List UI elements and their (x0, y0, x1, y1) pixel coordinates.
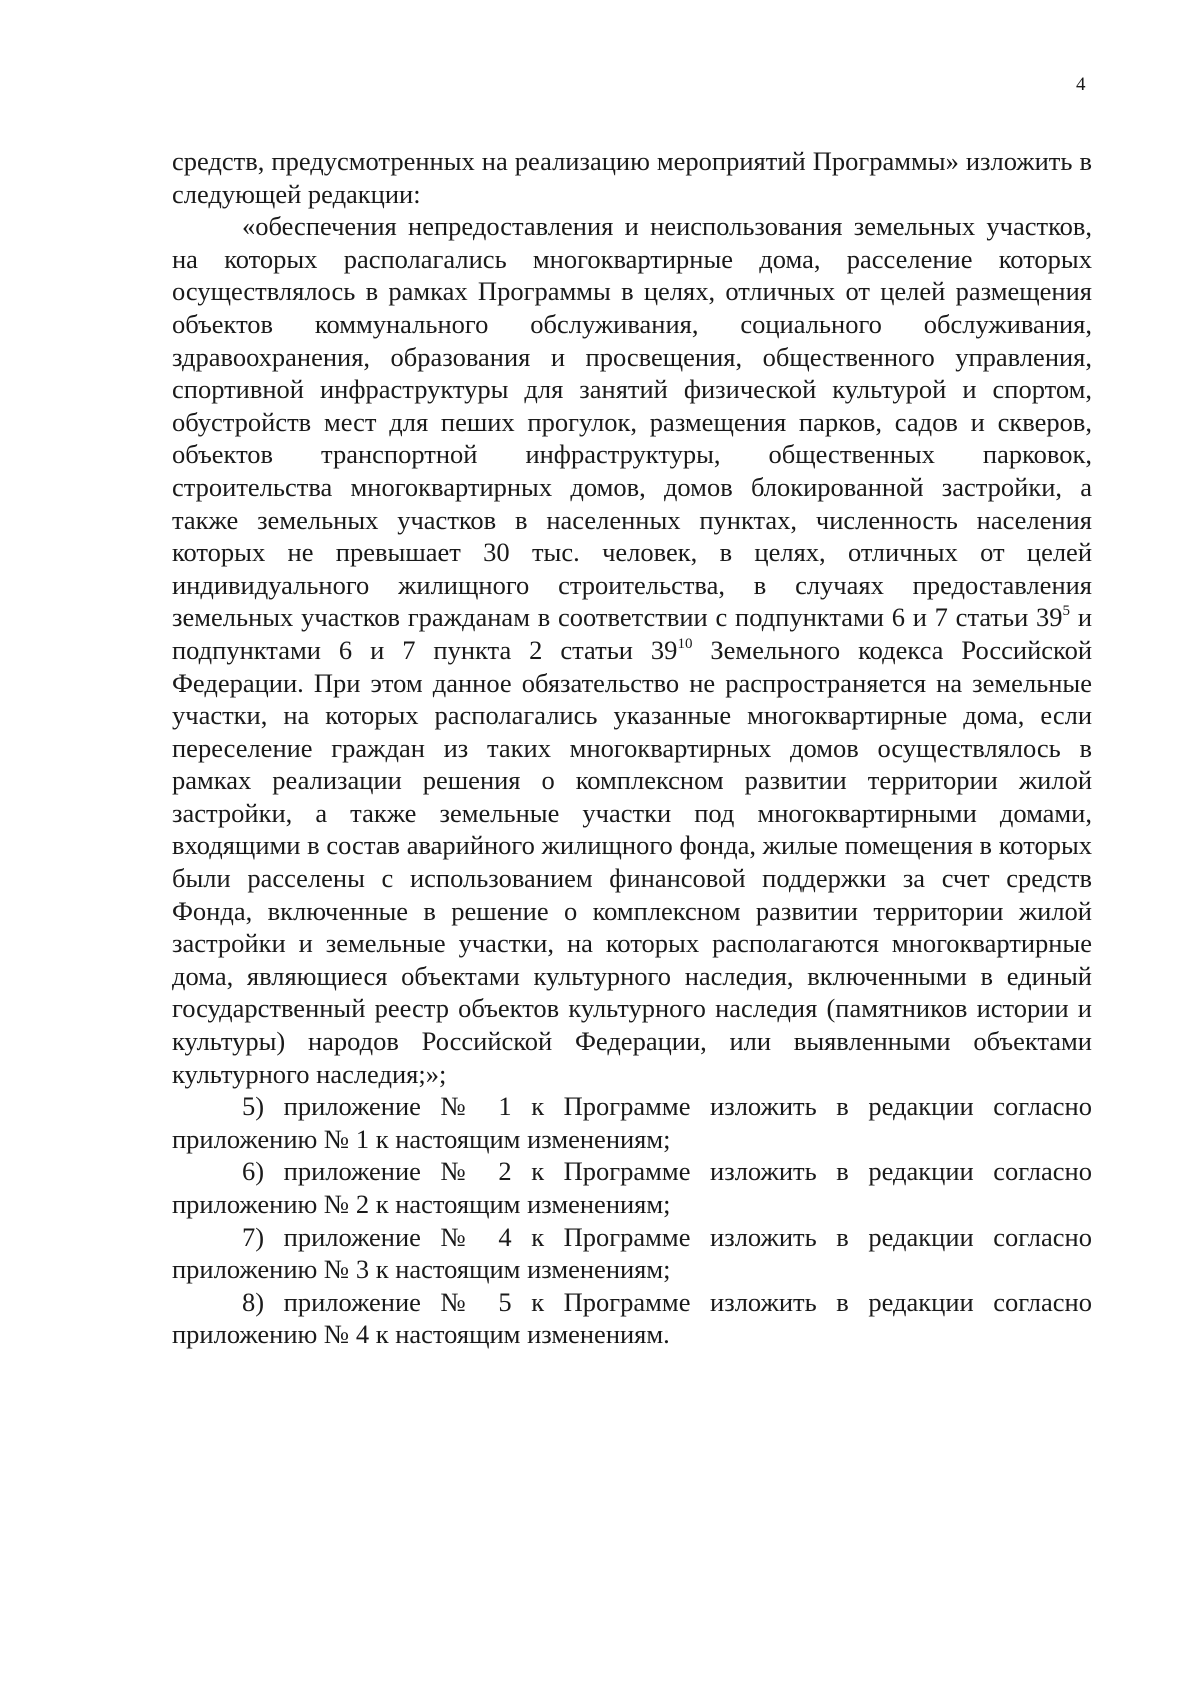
list-item-6: 6) приложение № 2 к Программе изложить в редакции согласно приложению № 2 к настоящим изменениям; (172, 1156, 1092, 1219)
paragraph-text-part: Земельного кодекса Российской Федерации. При этом данное обязательство не распространяется на земельные участки, на которых располагались указанные многоквартирные дома, если переселение граждан из таких многоквартирных домов осуществлялось в рамках реализации решения о комплексном развитии территории жилой застройки, а также земельные участки под многоквартирными домами, входящими в состав аварийного жилищного фонда, жилые помещения в которых были расселены с использованием финансовой поддержки за счет средств Фонда, включенные в решение о комплексном развитии территории жилой застройки и земельные участки, на которых располагаются многоквартирные дома, являющиеся объектами культурного наследия, включенными в единый государственный реестр объектов культурного наследия (памятников истории и культуры) народов Российской Федерации, или выявленными объектами культурного наследия;»; (172, 634, 1092, 1089)
paragraph-continuation: средств, предусмотренных на реализацию мероприятий Программы» изложить в следующей редакции: (172, 146, 1092, 209)
list-item-7: 7) приложение № 4 к Программе изложить в редакции согласно приложению № 3 к настоящим изменениям; (172, 1221, 1092, 1285)
document-body (172, 145, 1092, 1351)
superscript-article-index: 5 (1062, 603, 1071, 620)
superscript-article-index: 10 (677, 635, 693, 652)
paragraph-quoted-amendment (172, 210, 1092, 1090)
paragraph-text-part: «обеспечения непредоставления и неиспользования земельных участков, на которых располагались многоквартирные дома, расселение которых осуществлялось в рамках Программы в целях, отличных от целей размещения объектов коммунального обслуживания, социального обслуживания, здравоохранения, образования и просвещения, общественного управления, спортивной инфраструктуры для занятий физической культурой и спортом, обустройств мест для пеших прогулок, размещения парков, садов и скверов, объектов транспортной инфраструктуры, общественных парковок, строительства многоквартирных домов, домов блокированной застройки, а также земельных участков в населенных пунктах, численность населения которых не превышает 30 тыс. человек, в целях, отличных от целей индивидуального жилищного строительства, в случаях предоставления земельных участков гражданам в соответствии с подпунктами 6 и 7 статьи 39 (172, 211, 1092, 633)
list-item-5: 5) приложение № 1 к Программе изложить в редакции согласно приложению № 1 к настоящим изменениям; (172, 1091, 1092, 1154)
list-item-8: 8) приложение № 5 к Программе изложить в редакции согласно приложению № 4 к настоящим изменениям. (172, 1286, 1092, 1350)
page-number: 4 (1076, 74, 1086, 95)
paragraph-text-part: и подпунктами 6 и 7 пункта 2 статьи 39 (172, 602, 1092, 665)
